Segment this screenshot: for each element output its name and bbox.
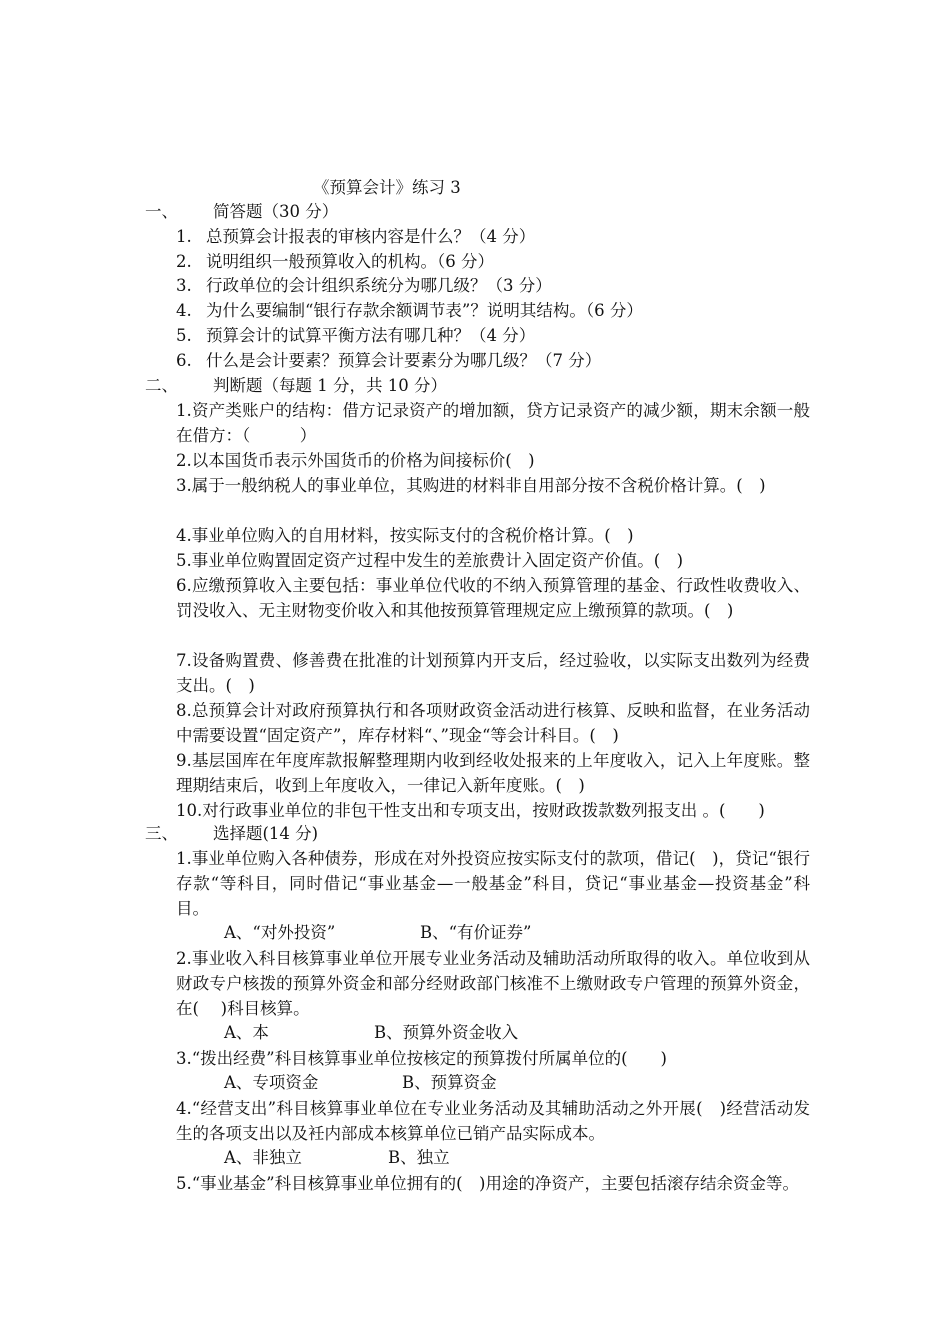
option-b: B、预算资金 (402, 1073, 497, 1092)
question-item (176, 299, 643, 323)
true-false-item: 8.总预算会计对政府预算执行和各项财政资金活动进行核算、反映和监督，在业务活动中需要设置“固定资产”，库存材料“、”现金“等会计科目。( ) (176, 701, 810, 745)
section-heading-choice (145, 822, 318, 846)
section-title: 选择题(14 分) (213, 824, 319, 843)
option-a: A、“对外投资” (224, 923, 336, 942)
choice-options (224, 1071, 497, 1095)
option-a: A、专项资金 (224, 1073, 319, 1092)
choice-question: 3.“拨出经费”科目核算事业单位按核定的预算拨付所属单位的( ) (176, 1049, 667, 1068)
question-item (176, 274, 552, 298)
question-item (176, 349, 601, 373)
true-false-item: 10.对行政事业单位的非包干性支出和专项支出，按财政拨款数列报支出 。( ) (176, 801, 765, 820)
true-false-item: 9.基层国库在年度库款报解整理期内收到经收处报来的上年度收入，记入上年度账。整理期结束后，收到上年度收入，一律记入新年度账。( ) (176, 751, 810, 795)
section-number: 三、 (145, 824, 178, 843)
question-text: 总预算会计报表的审核内容是什么？（4 分） (206, 227, 536, 246)
section-title: 判断题（每题 1 分，共 10 分） (213, 376, 447, 395)
choice-question: 5.“事业基金”科目核算事业单位拥有的( )用途的净资产，主要包括滚存结余资金等。 (176, 1174, 799, 1193)
question-item (176, 324, 535, 348)
true-false-item: 7.设备购置费、修善费在批准的计划预算内开支后，经过验收，以实际支出数列为经费支出。( ) (176, 651, 810, 695)
question-text: 预算会计的试算平衡方法有哪几种？（4 分） (206, 326, 536, 345)
question-number: 2. (176, 252, 192, 271)
option-a: A、非独立 (224, 1148, 302, 1167)
question-item (176, 225, 535, 249)
choice-options (224, 921, 532, 945)
option-b: B、预算外资金收入 (374, 1023, 519, 1042)
option-b: B、“有价证券” (420, 923, 532, 942)
true-false-item: 4.事业单位购入的自用材料，按实际支付的含税价格计算。( ) (176, 526, 634, 545)
true-false-item: 3.属于一般纳税人的事业单位，其购进的材料非自用部分按不含税价格计算。( ) (176, 476, 766, 495)
question-text: 说明组织一般预算收入的机构。（6 分） (206, 252, 494, 271)
question-text: 行政单位的会计组织系统分为哪几级？（3 分） (206, 276, 552, 295)
choice-options (224, 1146, 450, 1170)
true-false-item: 1.资产类账户的结构：借方记录资产的增加额，贷方记录资产的减少额，期末余额一般在借方：（ ） (176, 401, 810, 445)
choice-options (224, 1021, 518, 1045)
choice-question: 4.“经营支出”科目核算事业单位在专业业务活动及其辅助活动之外开展( )经营活动发生的各项支出以及衽内部成本核算单位已销产品实际成本。 (176, 1099, 810, 1143)
choice-question: 1.事业单位购入各种债券，形成在对外投资应按实际支付的款项，借记( )，贷记“银行存款“等科目，同时借记“事业基金—一般基金”科目，贷记“事业基金—投资基金”科目。 (176, 849, 810, 918)
document-title: 《预算会计》练习 3 (313, 178, 461, 197)
section-number: 二、 (145, 376, 178, 395)
question-item (176, 250, 494, 274)
section-heading-true-false (145, 374, 447, 398)
section-title: 简答题（30 分） (213, 202, 339, 221)
choice-question: 2.事业收入科目核算事业单位开展专业业务活动及辅助活动所取得的收入。单位收到从财政专户核拨的预算外资金和部分经财政部门核准不上缴财政专户管理的预算外资金，在( )科目核算。 (176, 949, 810, 1018)
option-a: A、本 (224, 1023, 269, 1042)
question-text: 为什么要编制“银行存款余额调节表”？说明其结构。（6 分） (206, 301, 643, 320)
section-number: 一、 (145, 202, 178, 221)
question-number: 6. (176, 351, 192, 370)
section-heading-short-answer (145, 200, 338, 224)
true-false-item: 5.事业单位购置固定资产过程中发生的差旅费计入固定资产价值。( ) (176, 551, 684, 570)
true-false-item: 2.以本国货币表示外国货币的价格为间接标价( ) (176, 451, 535, 470)
true-false-item: 6.应缴预算收入主要包括：事业单位代收的不纳入预算管理的基金、行政性收费收入、罚没收入、无主财物变价收入和其他按预算管理规定应上缴预算的款项。( ) (176, 576, 810, 620)
question-number: 5. (176, 326, 192, 345)
question-text: 什么是会计要素？预算会计要素分为哪几级？（7 分） (206, 351, 602, 370)
question-number: 4. (176, 301, 192, 320)
question-number: 1. (176, 227, 192, 246)
option-b: B、独立 (388, 1148, 450, 1167)
question-number: 3. (176, 276, 192, 295)
